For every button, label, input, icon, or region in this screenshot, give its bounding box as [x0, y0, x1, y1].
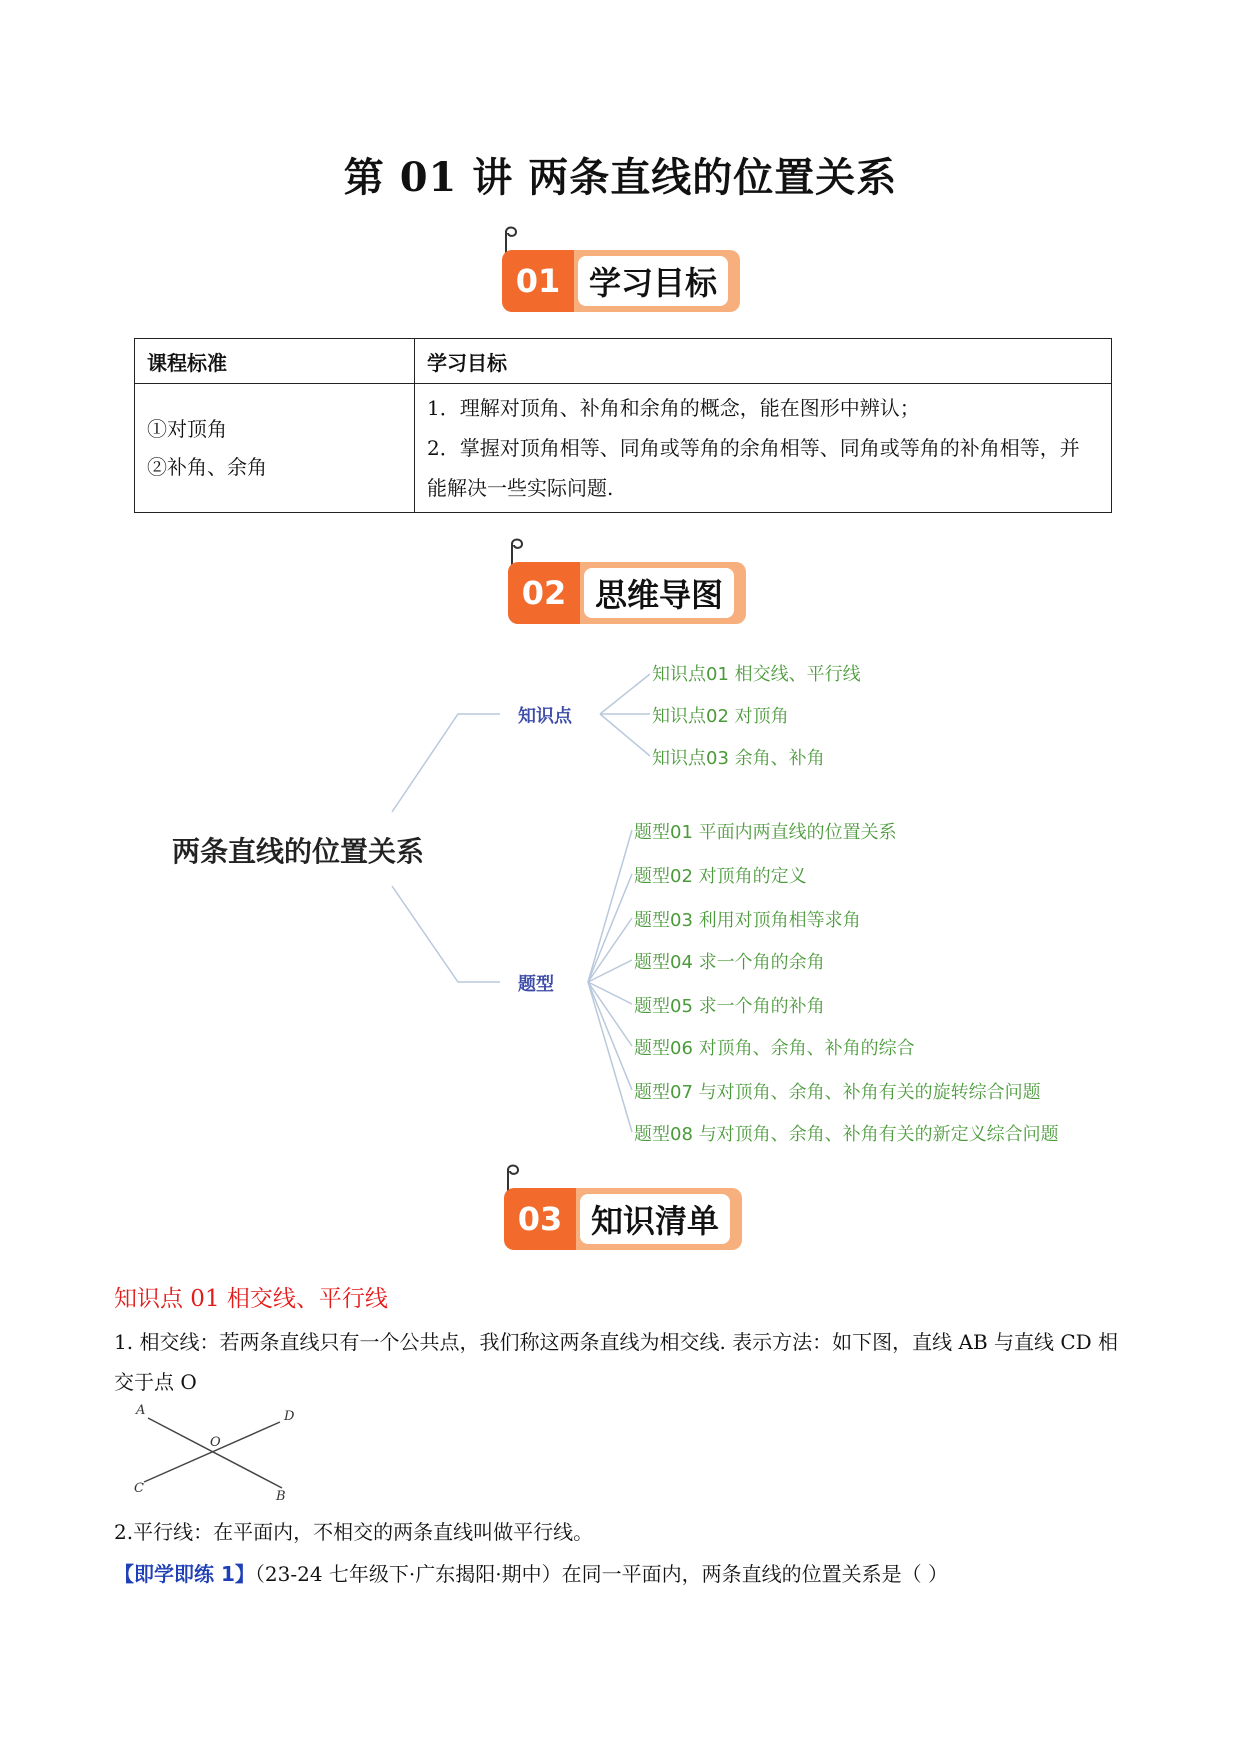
mind-map-type-node: 题型04 求一个角的余角: [634, 952, 825, 973]
mind-map-branch-knowledge: 知识点: [518, 706, 572, 727]
table-header-standard: 课程标准: [135, 339, 415, 384]
mind-map-type-node: 题型05 求一个角的补角: [634, 996, 825, 1017]
point-label-o: O: [210, 1435, 221, 1450]
mind-map-root: 两条直线的位置关系: [172, 835, 425, 868]
goals-table: [134, 338, 1112, 513]
mind-map-connectors: [0, 640, 1241, 1160]
paragraph-parallel-lines: 2.平行线：在平面内，不相交的两条直线叫做平行线。: [114, 1520, 594, 1544]
practice-text: （23-24 七年级下·广东揭阳·期中）在同一平面内，两条直线的位置关系是（ ）: [254, 1562, 948, 1586]
section-number: 03: [504, 1188, 576, 1250]
objective-item: 2．掌握对顶角相等、同角或等角的余角相等、同角或等角的补角相等，并能解决一些实际问题.: [427, 436, 1080, 500]
mind-map-type-node: 题型03 利用对顶角相等求角: [634, 910, 861, 931]
section-label: 思维导图: [584, 568, 734, 618]
mind-map-type-node: 题型07 与对顶角、余角、补角有关的旋转综合问题: [634, 1082, 1041, 1103]
standards-cell: [135, 384, 415, 513]
objectives-cell: [415, 384, 1112, 513]
mind-map-type-node: 题型06 对顶角、余角、补角的综合: [634, 1038, 915, 1059]
point-label-c: C: [134, 1481, 144, 1496]
point-label-d: D: [284, 1409, 295, 1424]
standard-item: ②补角、余角: [147, 455, 267, 479]
mind-map-knowledge-node: 知识点03 余角、补角: [652, 748, 825, 769]
point-label-b: B: [276, 1489, 286, 1502]
standard-item: ①对顶角: [147, 417, 227, 441]
mind-map-knowledge-node: 知识点01 相交线、平行线: [652, 664, 861, 685]
table-header-objective: 学习目标: [415, 339, 1112, 384]
section-number: 02: [508, 562, 580, 624]
knowledge-point-heading: 知识点 01 相交线、平行线: [114, 1286, 388, 1312]
objective-item: 1．理解对顶角、补角和余角的概念，能在图形中辨认；: [427, 396, 920, 420]
page-title: 第 01 讲 两条直线的位置关系: [343, 154, 898, 201]
section-label: 学习目标: [578, 256, 728, 306]
mind-map-type-node: 题型02 对顶角的定义: [634, 866, 807, 887]
mind-map-knowledge-node: 知识点02 对顶角: [652, 706, 789, 727]
section-label: 知识清单: [580, 1194, 730, 1244]
practice-question: [114, 1554, 1130, 1594]
intersecting-lines-figure: [130, 1400, 300, 1502]
section-number: 01: [502, 250, 574, 312]
mind-map-branch-types: 题型: [518, 974, 554, 995]
mind-map-type-node: 题型08 与对顶角、余角、补角有关的新定义综合问题: [634, 1124, 1059, 1145]
paragraph-intersecting-lines: 1. 相交线：若两条直线只有一个公共点，我们称这两条直线为相交线. 表示方法：如下图，直线 AB 与直线 CD 相交于点 O: [114, 1330, 1119, 1394]
point-label-a: A: [136, 1403, 146, 1418]
mind-map-type-node: 题型01 平面内两直线的位置关系: [634, 822, 897, 843]
mind-map: [0, 640, 1241, 1160]
practice-tag: 【即学即练 1】: [114, 1562, 255, 1586]
